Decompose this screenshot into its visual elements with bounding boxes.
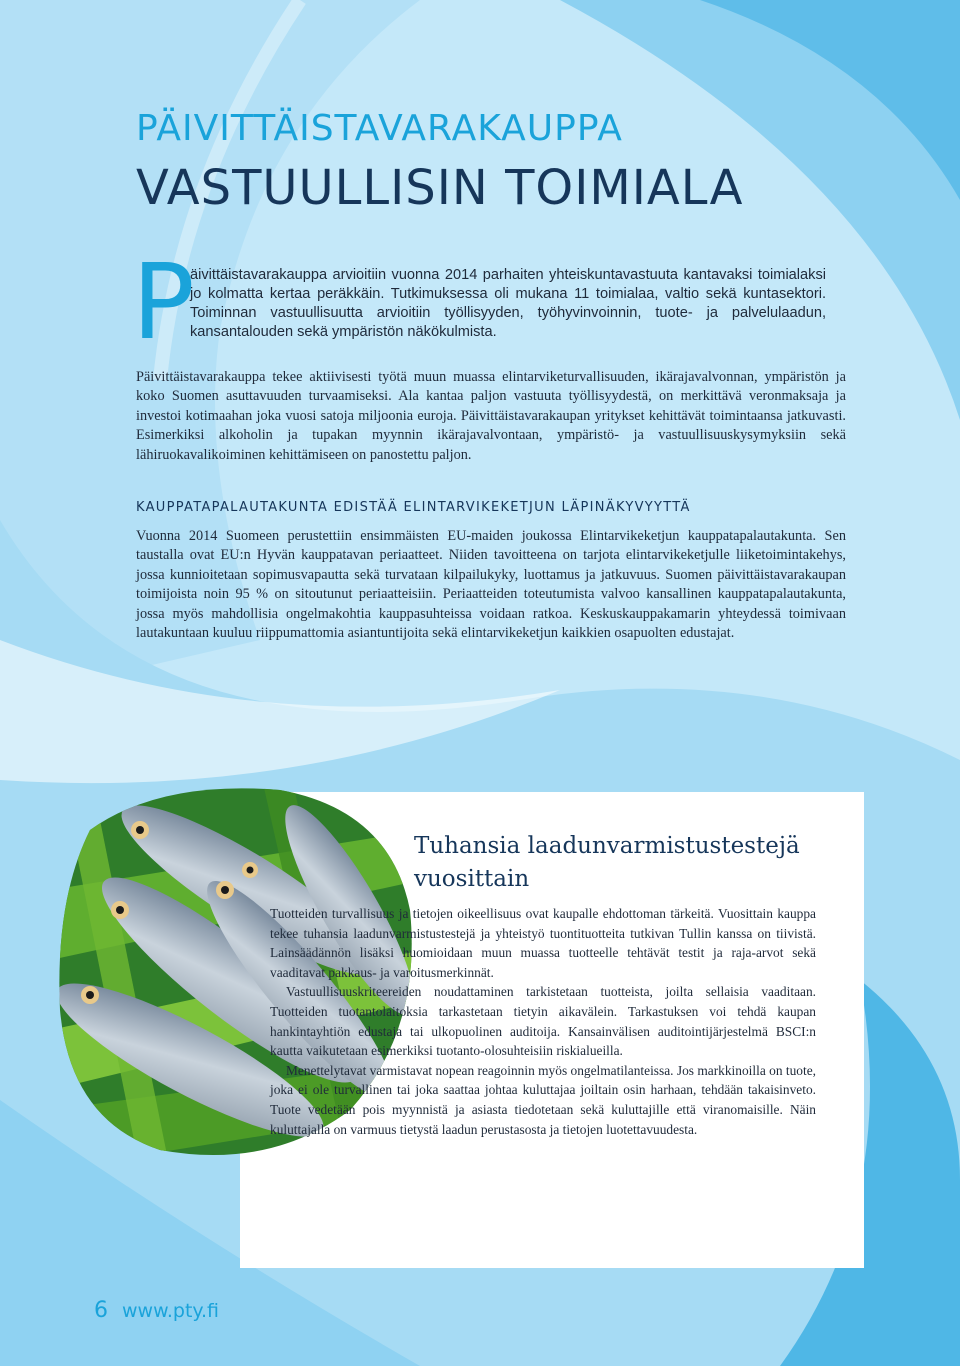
box-paragraph-3: Menettelytavat varmistavat nopean reagoinnin myös ongelmatilanteissa. Jos markkinoilla on tuote, joka ei ole turvallinen tai joka saattaa johtaa kuluttajaa joiltain osin harhaan, tehdään takaisinveto. Tuote vedetään pois myynnistä ja asiasta tiedotetaan sekä kuluttajille että viranomaisille. Näin kuluttajalla on varmuus tietystä laadun perustasosta ja tietojen luotettavuudesta. [270,1062,816,1137]
box-title: Tuhansia laadunvarmistustestejä vuosittain [414,833,800,892]
page-title: VASTUULLISIN TOIMIALA [136,160,744,216]
lead-paragraph: äivittäistavarakauppa arvioitiin vuonna 2014 parhaiten yhteiskuntavastuuta kantavaksi toimialaksi jo kolmatta kertaa peräkkäin. Tutkimuksessa oli mukana 11 toimialaa, valtio sekä kuntasektori. Toiminnan vastuullisuutta arvioitiin työllisyyden, työhyvinvoinnin, tuote- ja palvelulaadun, kansantalouden sekä ympäristön näkökulmista. [190,267,826,340]
box-body [270,904,816,1264]
box-paragraph-2: Vastuullisuuskriteereiden noudattaminen tarkistetaan tuotteista, joilta sellaisia vaaditaan. Tuotteiden tuotantolaitoksia tarkastetaan tietyin aikavälein. Tarkastuksen voi tehdä kaupan hankintayhtiön edustaja tai ulkopuolinen auditoija. Kansainvälisen auditointijärjestelmä BSCI:n kautta vaikutetaan esimerkiksi tuotanto-olosuhteisiin riskialueilla. [270,984,816,1059]
drop-cap: P [132,241,195,363]
body-paragraph-2: Vuonna 2014 Suomeen perustettiin ensimmäisten EU-maiden joukossa Elintarvikeketjun kauppatapalautakunta. Sen taustalla ovat EU:n Hyvän kauppatavan periaatteet. Niiden tavoitteena on tarjota elintarvikeketjulle liiketoimintakehys, jossa kunnioitetaan sopimusvapautta sekä turvataan kilpailukyky, luottamus ja jatkuvuus. Suomen päivittäistavarakaupan toimijoista noin 95 % on sitoutunut periaatteisiin. Periaatteiden toteutumista valvoo kansallinen kauppatapalautakunta, jossa myös mahdollisia ongelmakohtia kauppasuhteissa voidaan ratkoa. Keskuskauppakamarin yhteydessä toimivaan lautakuntaan kuuluu riippumattomia asiantuntijoita sekä elintarvikeketjun kaikkien osapuolten edustajat. [136,528,846,642]
body-paragraph-1: Päivittäistavarakauppa tekee aktiivisesti työtä muun muassa elintarviketurvallisuuden, ikärajavalvonnan, ympäristön ja koko Suomen asuttavuuden turvaamiseksi. Ala kantaa paljon vastuuta työllisyydestä, on merkittävä veronmaksaja ja investoi kotimaahan joka vuosi satoja miljoonia euroja. Päivittäistavarakaupan yritykset kehittävät toimintaansa jatkuvasti. Esimerkiksi alkoholin ja tupakan myynnin ikärajavalvontaan, ympäristö- ja vastuullisuuskysymyksiin sekä lähiruokavalikoiminen kehittämiseen on panostettu paljon. [136,369,846,463]
website-link[interactable]: www.pty.fi [122,1300,219,1322]
page-footer [94,1298,219,1323]
page-number: 6 [94,1298,108,1323]
section-subheading: KAUPPATAPALAUTAKUNTA EDISTÄÄ ELINTARVIKEKETJUN LÄPINÄKYVYYTTÄ [136,500,691,515]
section-kicker: PÄIVITTÄISTAVARAKAUPPA [136,108,623,149]
box-paragraph-1: Tuotteiden turvallisuus ja tietojen oikeellisuus ovat kaupalle ehdottoman tärkeitä. Vuosittain kauppa tekee tuhansia laadunvarmistustestejä ja yhteistyö tuontituotteita tutkivan Tullin kanssa on tiivistä. Lainsäädännön lisäksi huomioidaan muun muassa tuotteelle tehtävät testit ja raja-arvot sekä vaaditavat pakkaus- ja varoitusmerkinnät. [270,906,816,980]
